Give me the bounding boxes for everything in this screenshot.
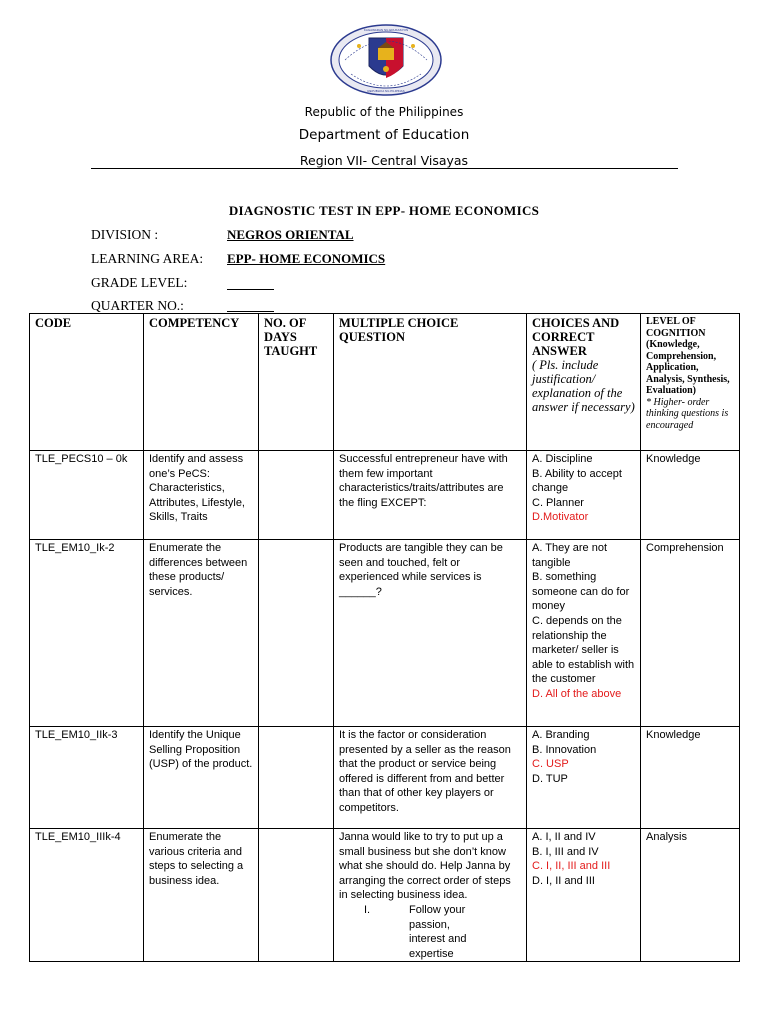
learning-area-value: EPP- HOME ECONOMICS <box>227 251 386 266</box>
row-choices <box>527 727 641 829</box>
row-days <box>259 451 334 540</box>
row-days <box>259 727 334 829</box>
header-choices-label: CHOICES AND CORRECT ANSWER <box>532 316 620 358</box>
table-row <box>30 727 740 829</box>
quarter-blank <box>227 311 274 312</box>
choice-b: B. Ability to accept change <box>532 467 622 495</box>
header-choices <box>527 314 641 451</box>
row-competency: Identify the Unique Selling Proposition (USP) of the product. <box>144 727 259 829</box>
row-choices <box>527 451 641 540</box>
row-question <box>334 829 527 962</box>
choice-c: C. Planner <box>532 496 584 509</box>
table-header-row <box>30 314 740 451</box>
division-label: DIVISION : <box>91 227 159 242</box>
choice-d-correct: D. All of the above <box>532 687 622 700</box>
table-row <box>30 540 740 727</box>
row-choices <box>527 829 641 962</box>
row-code: TLE_EM10_Ik-2 <box>30 540 144 727</box>
choice-a: A. They are not tangible <box>532 542 608 569</box>
row-cognition: Comprehension <box>641 540 740 727</box>
step-text: Follow your passion, interest and expertise <box>409 903 467 960</box>
seal-bottom-text: REPUBLIKA NG PILIPINAS <box>367 89 405 93</box>
header-competency: COMPETENCY <box>144 314 259 451</box>
header-choices-note: ( Pls. include justification/ explanation of the answer if necessary) <box>532 358 635 414</box>
choice-d-correct: D.Motivator <box>532 511 589 524</box>
header-days-taught: NO. OF DAYS TAUGHT <box>259 314 334 451</box>
row-days <box>259 829 334 962</box>
learning-area-label: LEARNING AREA: <box>91 251 204 266</box>
row-question: Successful entrepreneur have with them few important characteristics/traits/attributes are the fling EXCEPT: <box>334 451 527 540</box>
row-cognition: Knowledge <box>641 727 740 829</box>
choice-c-correct: C. USP <box>532 758 569 771</box>
choice-d: D. TUP <box>532 772 568 785</box>
questions-table <box>29 313 740 962</box>
header-department: Department of Education <box>298 127 470 143</box>
header-divider <box>91 168 678 169</box>
document-title: DIAGNOSTIC TEST IN EPP- HOME ECONOMICS <box>228 203 540 218</box>
choice-a: A. Branding <box>532 729 590 741</box>
header-cognition-label: LEVEL OF COGNITION (Knowledge, Comprehension, Application, Analysis, Synthesis, Evaluation) <box>646 316 730 396</box>
header-cognition <box>641 314 740 451</box>
choice-a: A. I, II and IV <box>532 831 596 843</box>
row-choices <box>527 540 641 727</box>
row-code: TLE_EM10_IIk-3 <box>30 727 144 829</box>
grade-level-label: GRADE LEVEL: <box>91 275 188 290</box>
grade-level-blank <box>227 289 274 290</box>
header-question: MULTIPLE CHOICE QUESTION <box>334 314 527 451</box>
choice-b: B. Innovation <box>532 743 597 756</box>
choice-c: C. depends on the relationship the marketer/ seller is able to establish with the customer <box>532 614 635 686</box>
deped-seal-logo <box>329 24 443 96</box>
row-question: It is the factor or consideration presented by a seller as the reason that the product or service being offered is different from and better than that of other key players or competitors. <box>334 727 527 829</box>
row-question: Products are tangible they can be seen and touched, felt or experienced while services is ______? <box>334 540 527 727</box>
header-region: Region VII- Central Visayas <box>299 153 469 168</box>
choice-a: A. Discipline <box>532 453 593 465</box>
table-row <box>30 451 740 540</box>
header-republic: Republic of the Philippines <box>304 105 464 119</box>
choice-b: B. something someone can do for money <box>532 571 630 613</box>
row-code: TLE_PECS10 – 0k <box>30 451 144 540</box>
row-competency: Enumerate the differences between these products/ services. <box>144 540 259 727</box>
choice-c-correct: C. I, II, III and III <box>532 860 611 873</box>
table-row <box>30 829 740 962</box>
row-days <box>259 540 334 727</box>
row-cognition: Knowledge <box>641 451 740 540</box>
step-number: I. <box>364 903 371 916</box>
row-code: TLE_EM10_IIIk-4 <box>30 829 144 962</box>
header-cognition-note: * Higher- order thinking questions is encouraged <box>646 396 729 431</box>
quarter-label: QUARTER NO.: <box>91 298 184 313</box>
question-text: Janna would like to try to put up a small business but she don’t know what she should do. Help Janna by arranging the correct order of steps in selecting business idea. <box>339 831 511 902</box>
row-competency: Enumerate the various criteria and steps to selecting a business idea. <box>144 829 259 962</box>
header-code: CODE <box>30 314 144 451</box>
row-competency: Identify and assess one’s PeCS: Characteristics, Attributes, Lifestyle, Skills, Traits <box>144 451 259 540</box>
question-step-item <box>339 903 521 961</box>
division-value: NEGROS ORIENTAL <box>227 227 354 242</box>
choice-d: D. I, II and III <box>532 874 595 887</box>
row-cognition: Analysis <box>641 829 740 962</box>
seal-ring-text: KAGAWARAN NG EDUKASYON <box>363 28 409 32</box>
choice-b: B. I, III and IV <box>532 845 599 858</box>
